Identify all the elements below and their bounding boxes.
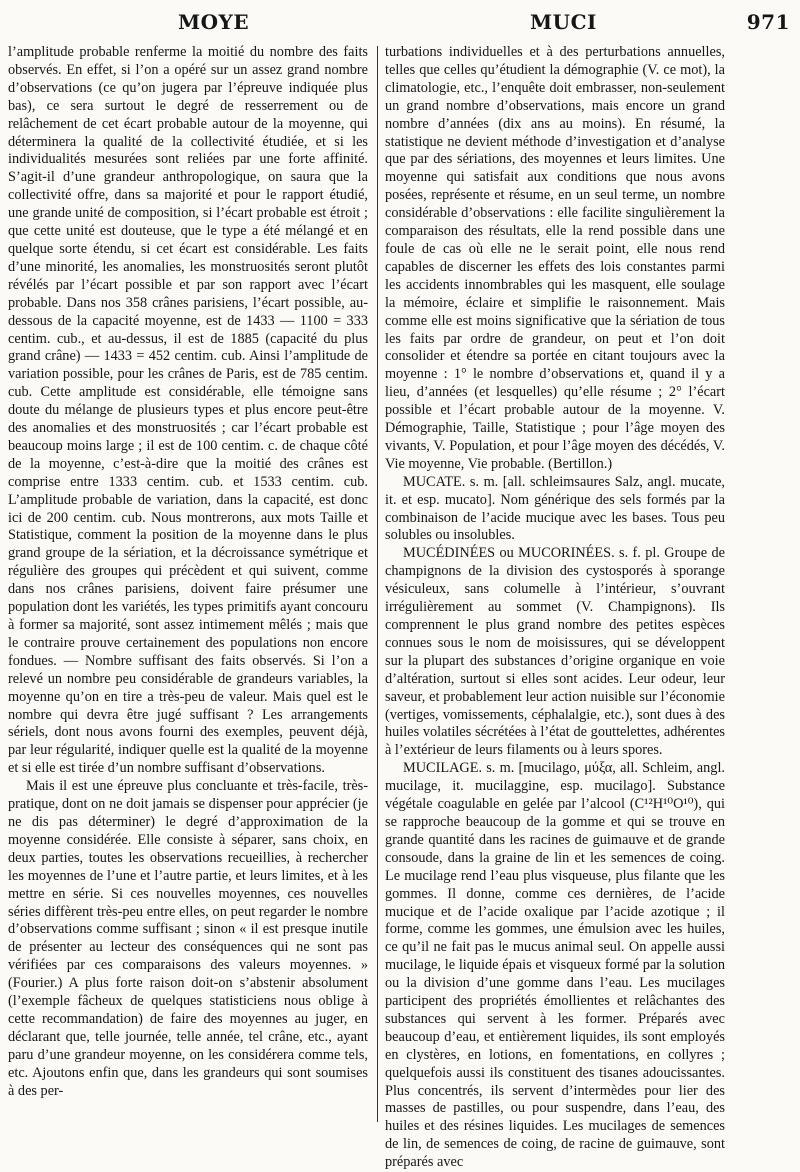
entry-mucate: MUCATE. s. m. [all. schleimsaures Salz, angl. mucate, it. et esp. mucato]. Nom générique des sels formés par la combinaison de l’acide mucique avec les bases. Tous peu solubles ou insolubles. bbox=[385, 473, 725, 544]
left-paragraph-2: Mais il est une épreuve plus concluante et très-facile, très-pratique, dont on ne doit jamais se dispenser pour apprécier (je ne dis pas déterminer) le degré d’approximation de la moyenne considérée. Elle consiste à séparer, sans choix, en deux parties, toutes les observations recueillies, à rechercher les moyennes de l’une et l’autre partie, et leurs limites, et à les mettre en série. Si ces nouvelles moyennes, ces nouvelles séries diffèrent très-peu entre elles, on peut regarder le nombre d’observations comme suffisant ; sinon « il est presque inutile de présenter au lecteur des conséquences qui ne sont pas vérifiées par ces comparaisons des valeurs moyennes. » (Fourier.) A plus forte raison doit-on s’abstenir absolument (l’exemple fâcheux de quelques statisticiens nous oblige à cette recommandation) de faire des moyennes au juger, en déclarant que, telle journée, telle année, tel crâne, etc., ayant paru d’une grandeur moyenne, on les considérera comme tels, etc. Ajoutons enfin que, dans les grandeurs qui sont soumises à des per- bbox=[8, 778, 368, 1099]
left-column bbox=[8, 44, 368, 1100]
header-middle-word: MUCI bbox=[530, 10, 597, 34]
entry-mucilage: MUCILAGE. s. m. [mucilago, μύξα, all. Schleim, angl. mucilage, it. mucilaggine, esp. mucilago]. Substance végétale coagulable en gelée par l’alcool (C¹²H¹⁰O¹⁰), qui se rapproche beaucoup de la gomme et qui se trouve en grande quantité dans les racines de guimauve et de grande consoude, dans la graine de lin et les semences de coing. Le mucilage rend l’eau plus visqueuse, plus filante que les gommes. Il donne, comme ces dernières, de l’acide mucique et de l’acide oxalique par l’acide azotique ; il forme, comme les gommes, une émulsion avec les huiles, ce qu’il ne fait pas le mucus animal seul. On appelle aussi mucilage, le liquide épais et visqueux formé par la solution ou la division d’une gomme dans l’eau. Les mucilages participent des propriétés émollientes et relâchantes des substances qui servent à les former. Préparés avec beaucoup d’eau, et entièrement liquides, ils sont employés en clystères, en lotions, en fomentations, en collyres ; quelquefois aussi ils constituent des tisanes adoucissantes. Plus concentrés, ils servent d’intermèdes pour lier des masses de pastilles, ou pour suspendre, dans l’eau, des huiles et des résines liquides. Les mucilages de semences de lin, de semences de coing, de racine de guimauve, sont préparés avec bbox=[385, 760, 725, 1171]
right-column bbox=[385, 44, 725, 1172]
page-number: 971 bbox=[746, 10, 790, 34]
running-header bbox=[12, 8, 792, 38]
right-paragraph-1: turbations individuelles et à des perturbations annuelles, telles que celles qu’étudient la démographie (V. ce mot), la climatologie, etc., l’enquête doit embrasser, non-seulement un grand nombre d’observations, mais encore un grand nombre d’années (dix ans au moins). En résumé, la statistique ne devient méthode d’investigation et d’analyse que par des sériations, des moyennes et leurs limites. Une moyenne qui satisfait aux conditions que nous avons posées, représente et résume, en un seul terme, un nombre considérable d’observations : elle facilite singulièrement la comparaison des résultats, elle la rend possible dans une foule de cas où elle ne le serait point, elle nous rend capables de discerner les effets des lois constantes parmi les accidents innombrables qui les masquent, elle soulage la mémoire, éclaire et simplifie le raisonnement. Mais comme elle est moins significative que la sériation de tous les faits par ordre de grandeur, on peut et l’on doit consolider et étendre sa portée en citant toujours avec la moyenne : 1° le nombre d’observations et, quand il y a lieu, d’années (et lesquelles) qu’elle résume ; 2° l’écart possible et l’écart probable autour de la moyenne. V. Démographie, Taille, Statistique ; pour l’âge moyen des vivants, V. Population, et pour l’âge moyen des décédés, V. Vie moyenne, Vie probable. (Bertillon.) bbox=[385, 44, 725, 472]
left-paragraph-1: l’amplitude probable renferme la moitié du nombre des faits observés. En effet, si l’on a opéré sur un assez grand nombre d’observations (ce qu’on jugera par l’épreuve indiquée plus bas), ce sera surtout le degré de resserrement ou de relâchement de cet écart probable autour de la moyenne, qui déterminera la qualité de la collectivité étudiée, et si les individualités mesurées sont reliées par une forte affinité. S’agit-il d’une grandeur anthropologique, on saura que la collectivité offre, dans sa majorité et pour le rapport étudié, une grande unité de composition, si l’écart probable est étroit ; que cette unité est douteuse, que le type a été mélangé et en quelque sorte étendu, si cet écart est considérable. Les faits d’une minorité, les anomalies, les monstruosités seront plutôt révélés par l’écart possible et par son rapport avec l’écart probable. Dans nos 358 crânes parisiens, l’écart possible, au-dessous de la capacité moyenne, est de 1433 — 1100 = 333 centim. cub., et au-dessus, il est de 1885 (capacité du plus grand crâne) — 1433 = 452 centim. cub. Ainsi l’amplitude de variation possible, pour les crânes de Paris, est de 785 centim. cub. Cette amplitude est considérable, elle témoigne sans doute du mélange de plusieurs types et plus encore peut-être des anomalies et des monstruosités ; car l’écart probable est beaucoup moins large ; il est de 100 centim. c. de chaque côté de la moyenne, c’est-à-dire que la moitié des crânes est comprise entre 1333 centim. cub. et 1533 centim. cub. L’amplitude probable de variation, dans la capacité, est donc ici de 200 centim. cub. Nous montrerons, aux mots Taille et Statistique, comment la position de la moyenne dans le plus grand groupe de la sériation, et la décroissance symétrique et régulière des groupes qui précèdent et qui suivent, comme dans nos crânes parisiens, doivent faire présumer une population dont les variétés, les types primitifs ayant concouru à former sa majorité, sont assez intimement mêlés ; mais que le contraire prouve certainement des populations non encore fondues. — Nombre suffisant des faits observés. Si l’on a relevé un nombre peu considérable de grandeurs variables, la moyenne qu’on en tire a très-peu de valeur. Mais quel est le nombre qui devra être jugé suffisant ? Les arrangements sériels, dont nous avons fourni des exemples, peuvent déjà, par leur régularité, indiquer quelle est la qualité de la moyenne et si elle est tirée d’un nombre suffisant d’observations. bbox=[8, 44, 368, 777]
header-left-word: MOYE bbox=[178, 10, 250, 34]
entry-mucedinees: MUCÉDINÉES ou MUCORINÉES. s. f. pl. Groupe de champignons de la division des cystosporés à sporange vésiculeux, sans columelle à l’intérieur, s’ouvrant irrégulièrement au sommet (V. Champignons). Ils comprennent le plus grand nombre des petites espèces connues sous le nom de moisissures, qui se développent sur la plupart des substances d’origine organique en voie d’altération, surtout si elles sont acides. Leur odeur, leur saveur, et probablement leur action nuisible sur l’économie (vertiges, vomissements, céphalalgie, etc.), sont dues à des huiles volatiles sécrétées à l’état de gouttelettes, adhérentes à l’extérieur de leurs filaments ou à leurs spores. bbox=[385, 545, 725, 759]
column-divider bbox=[377, 46, 378, 1122]
